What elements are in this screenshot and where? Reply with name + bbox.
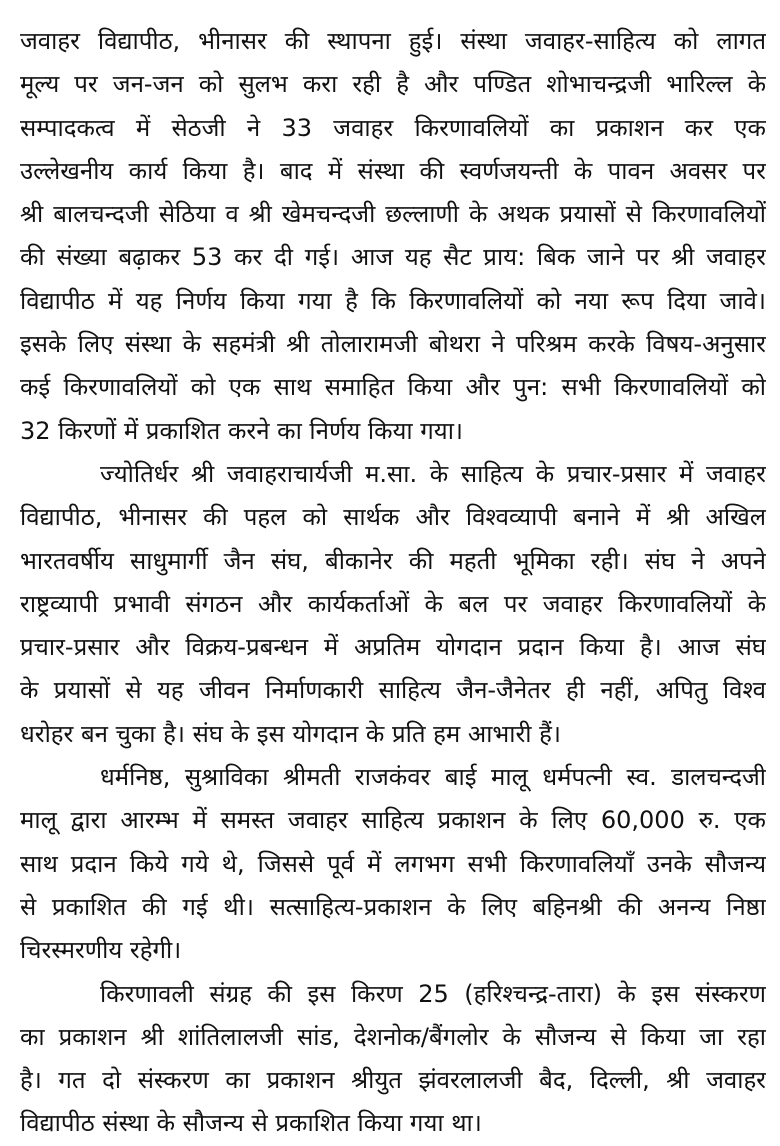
text-line: के प्रयासों से यह जीवन निर्माणकारी साहित्य जैन-जैनेतर ही नहीं, अपितु विश्व bbox=[20, 676, 766, 705]
text-line: जवाहर विद्यापीठ, भीनासर की स्थापना हुई। संस्था जवाहर-साहित्य को लागत bbox=[20, 27, 766, 55]
text-line: भारतवर्षीय साधुमार्गी जैन संघ, बीकानेर की महती भूमिका रही। संघ ने अपने bbox=[20, 546, 766, 575]
text-line: प्रचार-प्रसार और विक्रय-प्रबन्धन में अप्रतिम योगदान प्रदान किया है। आज संघ bbox=[20, 633, 766, 662]
text-line: कई किरणावलियों को एक साथ समाहित किया और पुन: सभी किरणावलियों को bbox=[20, 373, 766, 402]
text-line: की संख्या बढ़ाकर 53 कर दी गई। आज यह सैट प्राय: बिक जाने पर श्री जवाहर bbox=[20, 243, 766, 272]
text-line: का प्रकाशन श्री शांतिलालजी सांड, देशनोक/बैंगलोर के सौजन्य से किया जा रहा bbox=[20, 1022, 766, 1051]
text-line: से प्रकाशित की गई थी। सत्साहित्य-प्रकाशन के लिए बहिनश्री की अनन्य निष्ठा bbox=[20, 892, 766, 921]
text-line: राष्ट्रव्यापी प्रभावी संगठन और कार्यकर्ताओं के बल पर जवाहर किरणावलियों के bbox=[20, 589, 766, 618]
paragraph bbox=[20, 20, 766, 453]
document-page bbox=[20, 20, 766, 1146]
text-line: किरणावली संग्रह की इस किरण 25 (हरिश्चन्द्र-तारा) के इस संस्करण bbox=[100, 979, 766, 1008]
text-line: मूल्य पर जन-जन को सुलभ करा रही है और पण्डित शोभाचन्द्रजी भारिल्ल के bbox=[20, 70, 766, 99]
text-line: साथ प्रदान किये गये थे, जिससे पूर्व में लगभग सभी किरणावलियाँ उनके सौजन्य bbox=[20, 849, 766, 878]
text-line: ज्योतिर्धर श्री जवाहराचार्यजी म.सा. के साहित्य के प्रचार-प्रसार में जवाहर bbox=[100, 459, 766, 488]
text-line: चिरस्मरणीय रहेगी। bbox=[20, 936, 182, 965]
text-line: विद्यापीठ संस्था के सौजन्य से प्रकाशित किया गया था। bbox=[20, 1109, 482, 1138]
text-line: सम्पादकत्व में सेठजी ने 33 जवाहर किरणावलियों का प्रकाशन कर एक bbox=[20, 113, 766, 142]
text-line: मालू द्वारा आरम्भ में समस्त जवाहर साहित्य प्रकाशन के लिए 60,000 रु. एक bbox=[20, 806, 766, 835]
text-line: विद्यापीठ, भीनासर की पहल को सार्थक और विश्वव्यापी बनाने में श्री अखिल bbox=[20, 503, 766, 532]
paragraph bbox=[20, 756, 766, 972]
text-line: धर्मनिष्ठ, सुश्राविका श्रीमती राजकंवर बाई मालू धर्मपत्नी स्व. डालचन्दजी bbox=[100, 763, 766, 792]
text-line: उल्लेखनीय कार्य किया है। बाद में संस्था की स्वर्णजयन्ती के पावन अवसर पर bbox=[20, 156, 766, 185]
text-line: है। गत दो संस्करण का प्रकाशन श्रीयुत झंवरलालजी बैद, दिल्ली, श्री जवाहर bbox=[20, 1066, 766, 1095]
paragraph bbox=[20, 973, 766, 1146]
paragraph bbox=[20, 453, 766, 756]
text-line: विद्यापीठ में यह निर्णय किया गया है कि किरणावलियों को नया रूप दिया जावे। bbox=[20, 286, 766, 315]
text-line: 32 किरणों में प्रकाशित करने का निर्णय किया गया। bbox=[20, 416, 464, 445]
text-line: धरोहर बन चुका है। संघ के इस योगदान के प्रति हम आभारी हैं। bbox=[20, 719, 561, 748]
text-line: इसके लिए संस्था के सहमंत्री श्री तोलारामजी बोथरा ने परिश्रम करके विषय-अनुसार bbox=[20, 330, 766, 359]
text-line: श्री बालचन्दजी सेठिया व श्री खेमचन्दजी छल्लाणी के अथक प्रयासों से किरणावलियों bbox=[20, 200, 766, 229]
